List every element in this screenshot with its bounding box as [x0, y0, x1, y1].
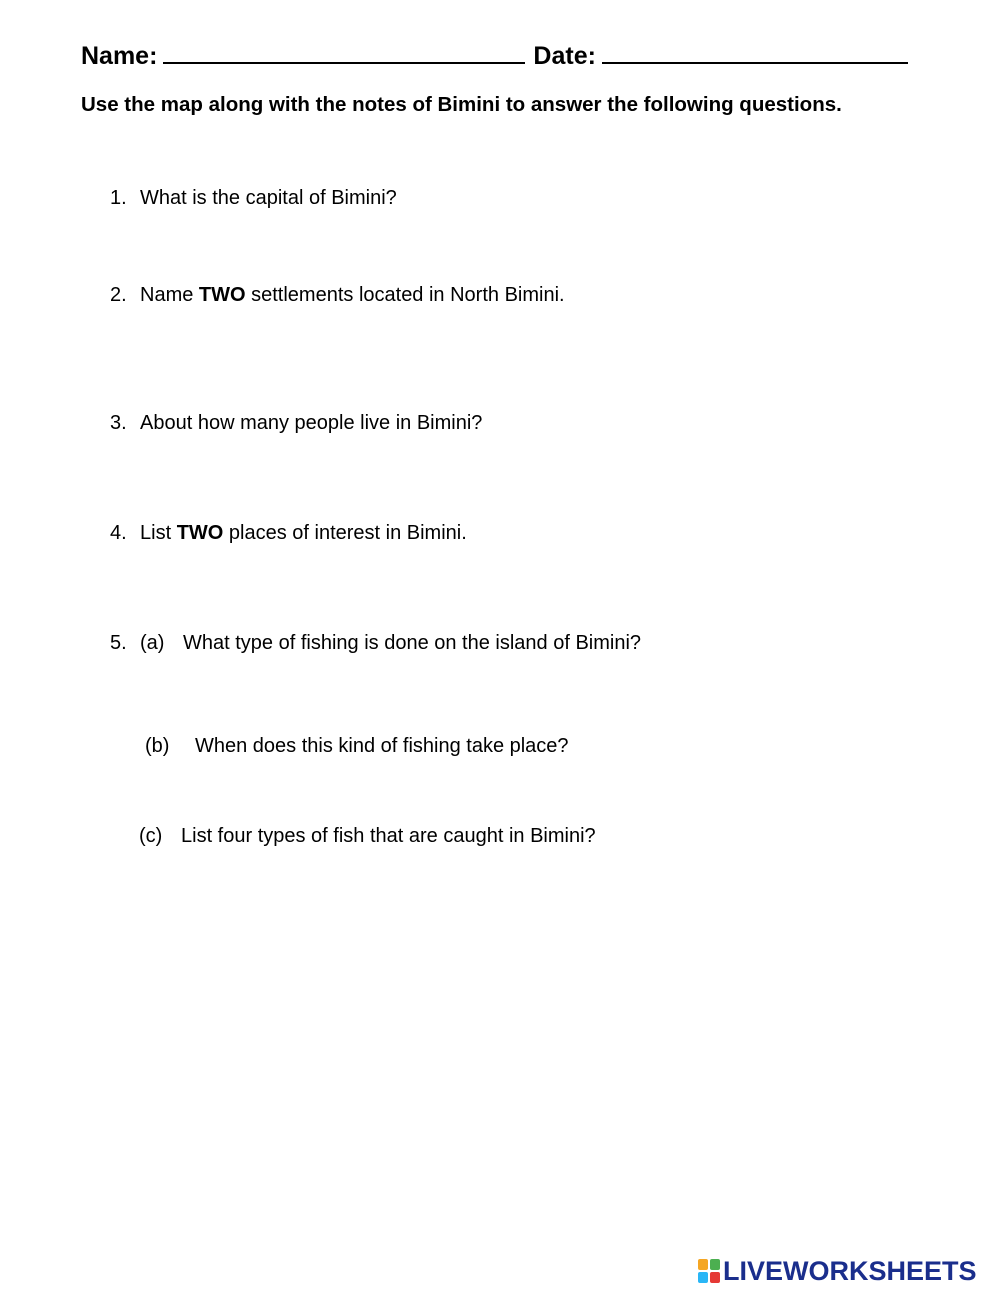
question-text: Name [140, 284, 199, 306]
logo-mark-icon [698, 1259, 720, 1283]
subquestion-label: (a) [140, 632, 165, 654]
question-number: 1. [110, 187, 127, 209]
logo-square [698, 1272, 708, 1283]
question-3 [110, 409, 482, 437]
question-text: List [140, 522, 177, 544]
logo-square [710, 1259, 720, 1270]
emphasis-two: TWO [176, 522, 224, 544]
question-number: 3. [110, 412, 127, 434]
name-blank[interactable] [163, 38, 525, 64]
instructions: Use the map along with the notes of Bimini to answer the following questions. [81, 93, 842, 116]
question-text: List four types of fish that are caught in Bimini? [181, 825, 596, 847]
logo-text: LIVEWORKSHEETS [723, 1256, 977, 1286]
subquestion-label: (c) [139, 825, 163, 847]
question-2 [110, 281, 565, 309]
question-5b [145, 732, 569, 760]
question-4 [110, 519, 467, 547]
worksheet-header [81, 38, 951, 73]
date-blank[interactable] [602, 38, 908, 64]
question-5a [110, 629, 641, 657]
question-text: settlements located in North Bimini. [245, 284, 565, 306]
question-5c [139, 822, 596, 850]
emphasis-two: TWO [198, 284, 246, 306]
question-text: What is the capital of Bimini? [140, 187, 397, 209]
name-label: Name: [81, 42, 158, 70]
question-text: About how many people live in Bimini? [140, 412, 483, 434]
date-label: Date: [533, 42, 596, 70]
question-1 [110, 184, 397, 212]
question-text: places of interest in Bimini. [223, 522, 467, 544]
question-text: When does this kind of fishing take place? [195, 735, 569, 757]
question-text: What type of fishing is done on the island of Bimini? [183, 632, 642, 654]
question-number: 5. [110, 632, 127, 654]
question-number: 2. [110, 284, 127, 306]
subquestion-label: (b) [145, 735, 170, 757]
logo-square [710, 1272, 720, 1283]
question-number: 4. [110, 522, 127, 544]
logo-square [698, 1259, 708, 1270]
liveworksheets-logo [698, 1256, 977, 1286]
